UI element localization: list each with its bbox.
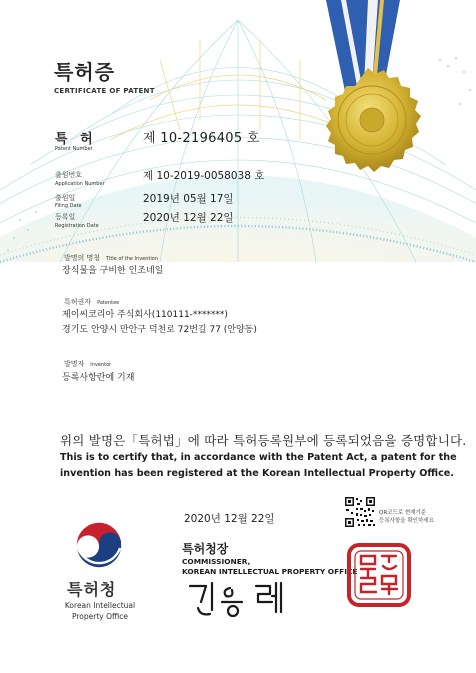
taegeuk-logo-icon <box>72 518 126 572</box>
issue-date: 2020년 12월 22일 <box>184 513 275 525</box>
filing-date-value: 2019년 05월 17일 <box>143 193 234 205</box>
application-number-label-en: Application Number <box>55 181 105 187</box>
certification-text-ko: 위의 발명은「특허법」에 따라 특허등록원부에 등록되었음을 증명합니다. <box>60 433 467 448</box>
patentee-label-en: Patentee <box>97 300 120 306</box>
qr-note-line2: 등록사항을 확인하세요 <box>379 518 434 524</box>
kipo-name-ko: 특허청 <box>67 580 117 599</box>
patentee-label <box>64 297 119 307</box>
certification-text-en: This is to certify that, in accordance with the Patent Act, a patent for the invention has been registered at the Korean Intellectual Property Office. <box>60 452 457 479</box>
official-stamp-icon <box>346 542 412 608</box>
qr-note <box>379 509 434 525</box>
application-number-label: 출원번호 <box>55 171 83 179</box>
patentee-address: 경기도 안양시 만안구 덕천로 72번길 77 (안양동) <box>62 325 257 335</box>
patent-number-value: 제 10-2196405 호 <box>143 131 260 146</box>
inventor-label-en: Inventor <box>90 362 112 368</box>
registration-date-label: 등록일 <box>55 213 76 221</box>
inventor-label-ko: 발명자 <box>64 360 85 368</box>
patent-number-label-en: Patent Number <box>55 146 93 152</box>
commissioner-title-en <box>182 557 357 577</box>
patent-number-label: 특 허 <box>55 132 97 147</box>
qr-note-line1: QR코드로 현재기준 <box>379 510 427 516</box>
inventor-label <box>64 359 111 369</box>
application-number-value: 제 10-2019-0058038 호 <box>143 170 265 182</box>
commissioner-line1: COMMISSIONER, <box>182 557 251 566</box>
kipo-name-en: Korean Intellectual Property Office <box>64 601 136 621</box>
patentee-label-ko: 특허권자 <box>64 298 92 306</box>
patentee-name: 제이씨코리아 주식회사(110111-*******) <box>62 310 228 320</box>
signature <box>186 580 306 620</box>
registration-date-label-en: Registration Date <box>55 223 99 229</box>
certificate-title-en: CERTIFICATE OF PATENT <box>54 87 155 95</box>
filing-date-label-en: Filing Date <box>55 203 82 209</box>
invention-title-value: 장식물을 구비한 인조네일 <box>62 266 164 276</box>
gold-seal-icon <box>326 68 421 172</box>
invention-title-label-ko: 발명의 명칭 <box>64 254 101 262</box>
commissioner-title: 특허청장 <box>182 542 229 556</box>
registration-date-value: 2020년 12월 22일 <box>143 212 234 224</box>
commissioner-line2: KOREAN INTELLECTUAL PROPERTY OFFICE <box>182 567 358 576</box>
invention-title-label-en: Title of the Invention <box>106 256 158 262</box>
inventor-value: 등록사항란에 기재 <box>62 373 135 383</box>
certificate-title: 특허증 <box>54 60 115 84</box>
filing-date-label: 출원일 <box>55 194 76 202</box>
qr-code-icon[interactable] <box>344 496 376 528</box>
invention-title-label <box>64 253 158 263</box>
